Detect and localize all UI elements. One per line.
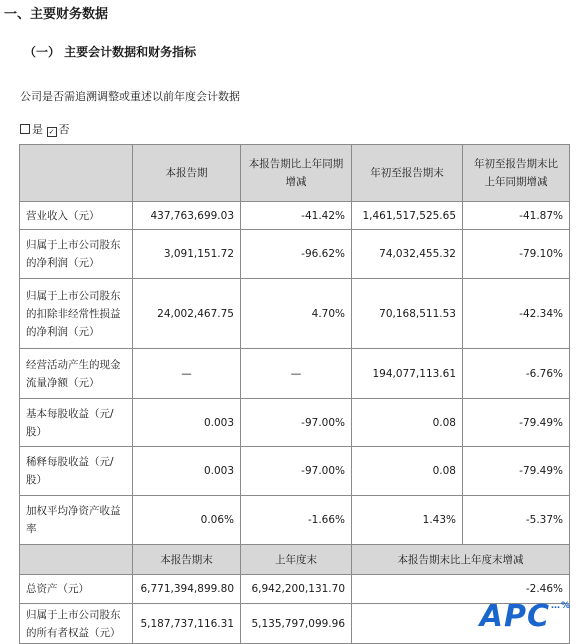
ytd-yoy-value: -5.37%	[463, 496, 570, 545]
current-value: 0.06%	[133, 496, 241, 545]
option-no-label: 否	[58, 123, 70, 136]
table-row	[20, 399, 570, 447]
row-item-label: 归属于上市公司股东的所有者权益（元）	[20, 604, 133, 644]
header-change: 本报告期末比上年度末增减	[352, 545, 570, 575]
table-row	[20, 230, 570, 279]
yoy-value: -97.00%	[241, 447, 352, 496]
yoy-value: -41.42%	[241, 202, 352, 230]
ytd-yoy-value: -79.49%	[463, 399, 570, 447]
row-item-label: 经营活动产生的现金流量净额（元）	[20, 349, 133, 399]
ytd-value: 1.43%	[352, 496, 463, 545]
table1-header-row	[20, 145, 570, 202]
ytd-value: 194,077,113.61	[352, 349, 463, 399]
ytd-yoy-value: -41.87%	[463, 202, 570, 230]
checkbox-checked-icon: ✓	[47, 127, 57, 137]
ytd-value: 0.08	[352, 447, 463, 496]
retro-adjust-question: 公司是否需追溯调整或重述以前年度会计数据	[20, 90, 240, 103]
header-current-period: 本报告期	[133, 145, 241, 202]
table-row	[20, 279, 570, 349]
header-ytd: 年初至报告期末	[352, 145, 463, 202]
current-value: 437,763,699.03	[133, 202, 241, 230]
table2-header-row	[20, 545, 570, 575]
current-value: 24,002,467.75	[133, 279, 241, 349]
yoy-value: -96.62%	[241, 230, 352, 279]
ytd-value: 74,032,455.32	[352, 230, 463, 279]
current-value: 3,091,151.72	[133, 230, 241, 279]
row-item-label: 加权平均净资产收益率	[20, 496, 133, 545]
option-yes-label: 是	[32, 123, 43, 136]
ytd-value: 70,168,511.53	[352, 279, 463, 349]
prior-year-end-value: 6,942,200,131.70	[241, 575, 352, 604]
current-value: 0.003	[133, 399, 241, 447]
apc-watermark-logo	[480, 599, 571, 634]
header-period-end: 本报告期末	[133, 545, 241, 575]
current-value: 0.003	[133, 447, 241, 496]
table-row	[20, 496, 570, 545]
header-blank	[20, 145, 133, 202]
yoy-value: -97.00%	[241, 399, 352, 447]
row-item-label: 基本每股收益（元/股）	[20, 399, 133, 447]
header-blank	[20, 545, 133, 575]
ytd-yoy-value: -79.49%	[463, 447, 570, 496]
row-item-label: 稀释每股收益（元/股）	[20, 447, 133, 496]
watermark-suffix: …%	[550, 601, 571, 611]
row-item-label: 总资产（元）	[20, 575, 133, 604]
retro-adjust-choice	[20, 121, 70, 137]
financial-data-table	[19, 144, 570, 644]
period-end-value: 6,771,394,899.80	[133, 575, 241, 604]
table-row	[20, 447, 570, 496]
ytd-yoy-value: -42.34%	[463, 279, 570, 349]
row-item-label: 归属于上市公司股东的扣除非经常性损益的净利润（元）	[20, 279, 133, 349]
table-row	[20, 202, 570, 230]
period-end-value: 5,187,737,116.31	[133, 604, 241, 644]
ytd-yoy-value: -79.10%	[463, 230, 570, 279]
header-ytd-yoy: 年初至报告期末比上年同期增减	[463, 145, 570, 202]
prior-year-end-value: 5,135,797,099.96	[241, 604, 352, 644]
ytd-value: 0.08	[352, 399, 463, 447]
current-value: —	[133, 349, 241, 399]
table-row	[20, 349, 570, 399]
header-current-yoy: 本报告期比上年同期增减	[241, 145, 352, 202]
watermark-text: APC	[479, 599, 550, 634]
yoy-value: -1.66%	[241, 496, 352, 545]
header-prior-year-end: 上年度末	[241, 545, 352, 575]
yoy-value: —	[241, 349, 352, 399]
ytd-yoy-value: -6.76%	[463, 349, 570, 399]
yoy-value: 4.70%	[241, 279, 352, 349]
section-heading: 一、主要财务数据	[4, 7, 109, 22]
ytd-value: 1,461,517,525.65	[352, 202, 463, 230]
change-value: -2.46%	[352, 575, 570, 604]
checkbox-unchecked-icon	[20, 124, 30, 134]
row-item-label: 营业收入（元）	[20, 202, 133, 230]
row-item-label: 归属于上市公司股东的净利润（元）	[20, 230, 133, 279]
subsection-heading: （一） 主要会计数据和财务指标	[24, 45, 197, 59]
